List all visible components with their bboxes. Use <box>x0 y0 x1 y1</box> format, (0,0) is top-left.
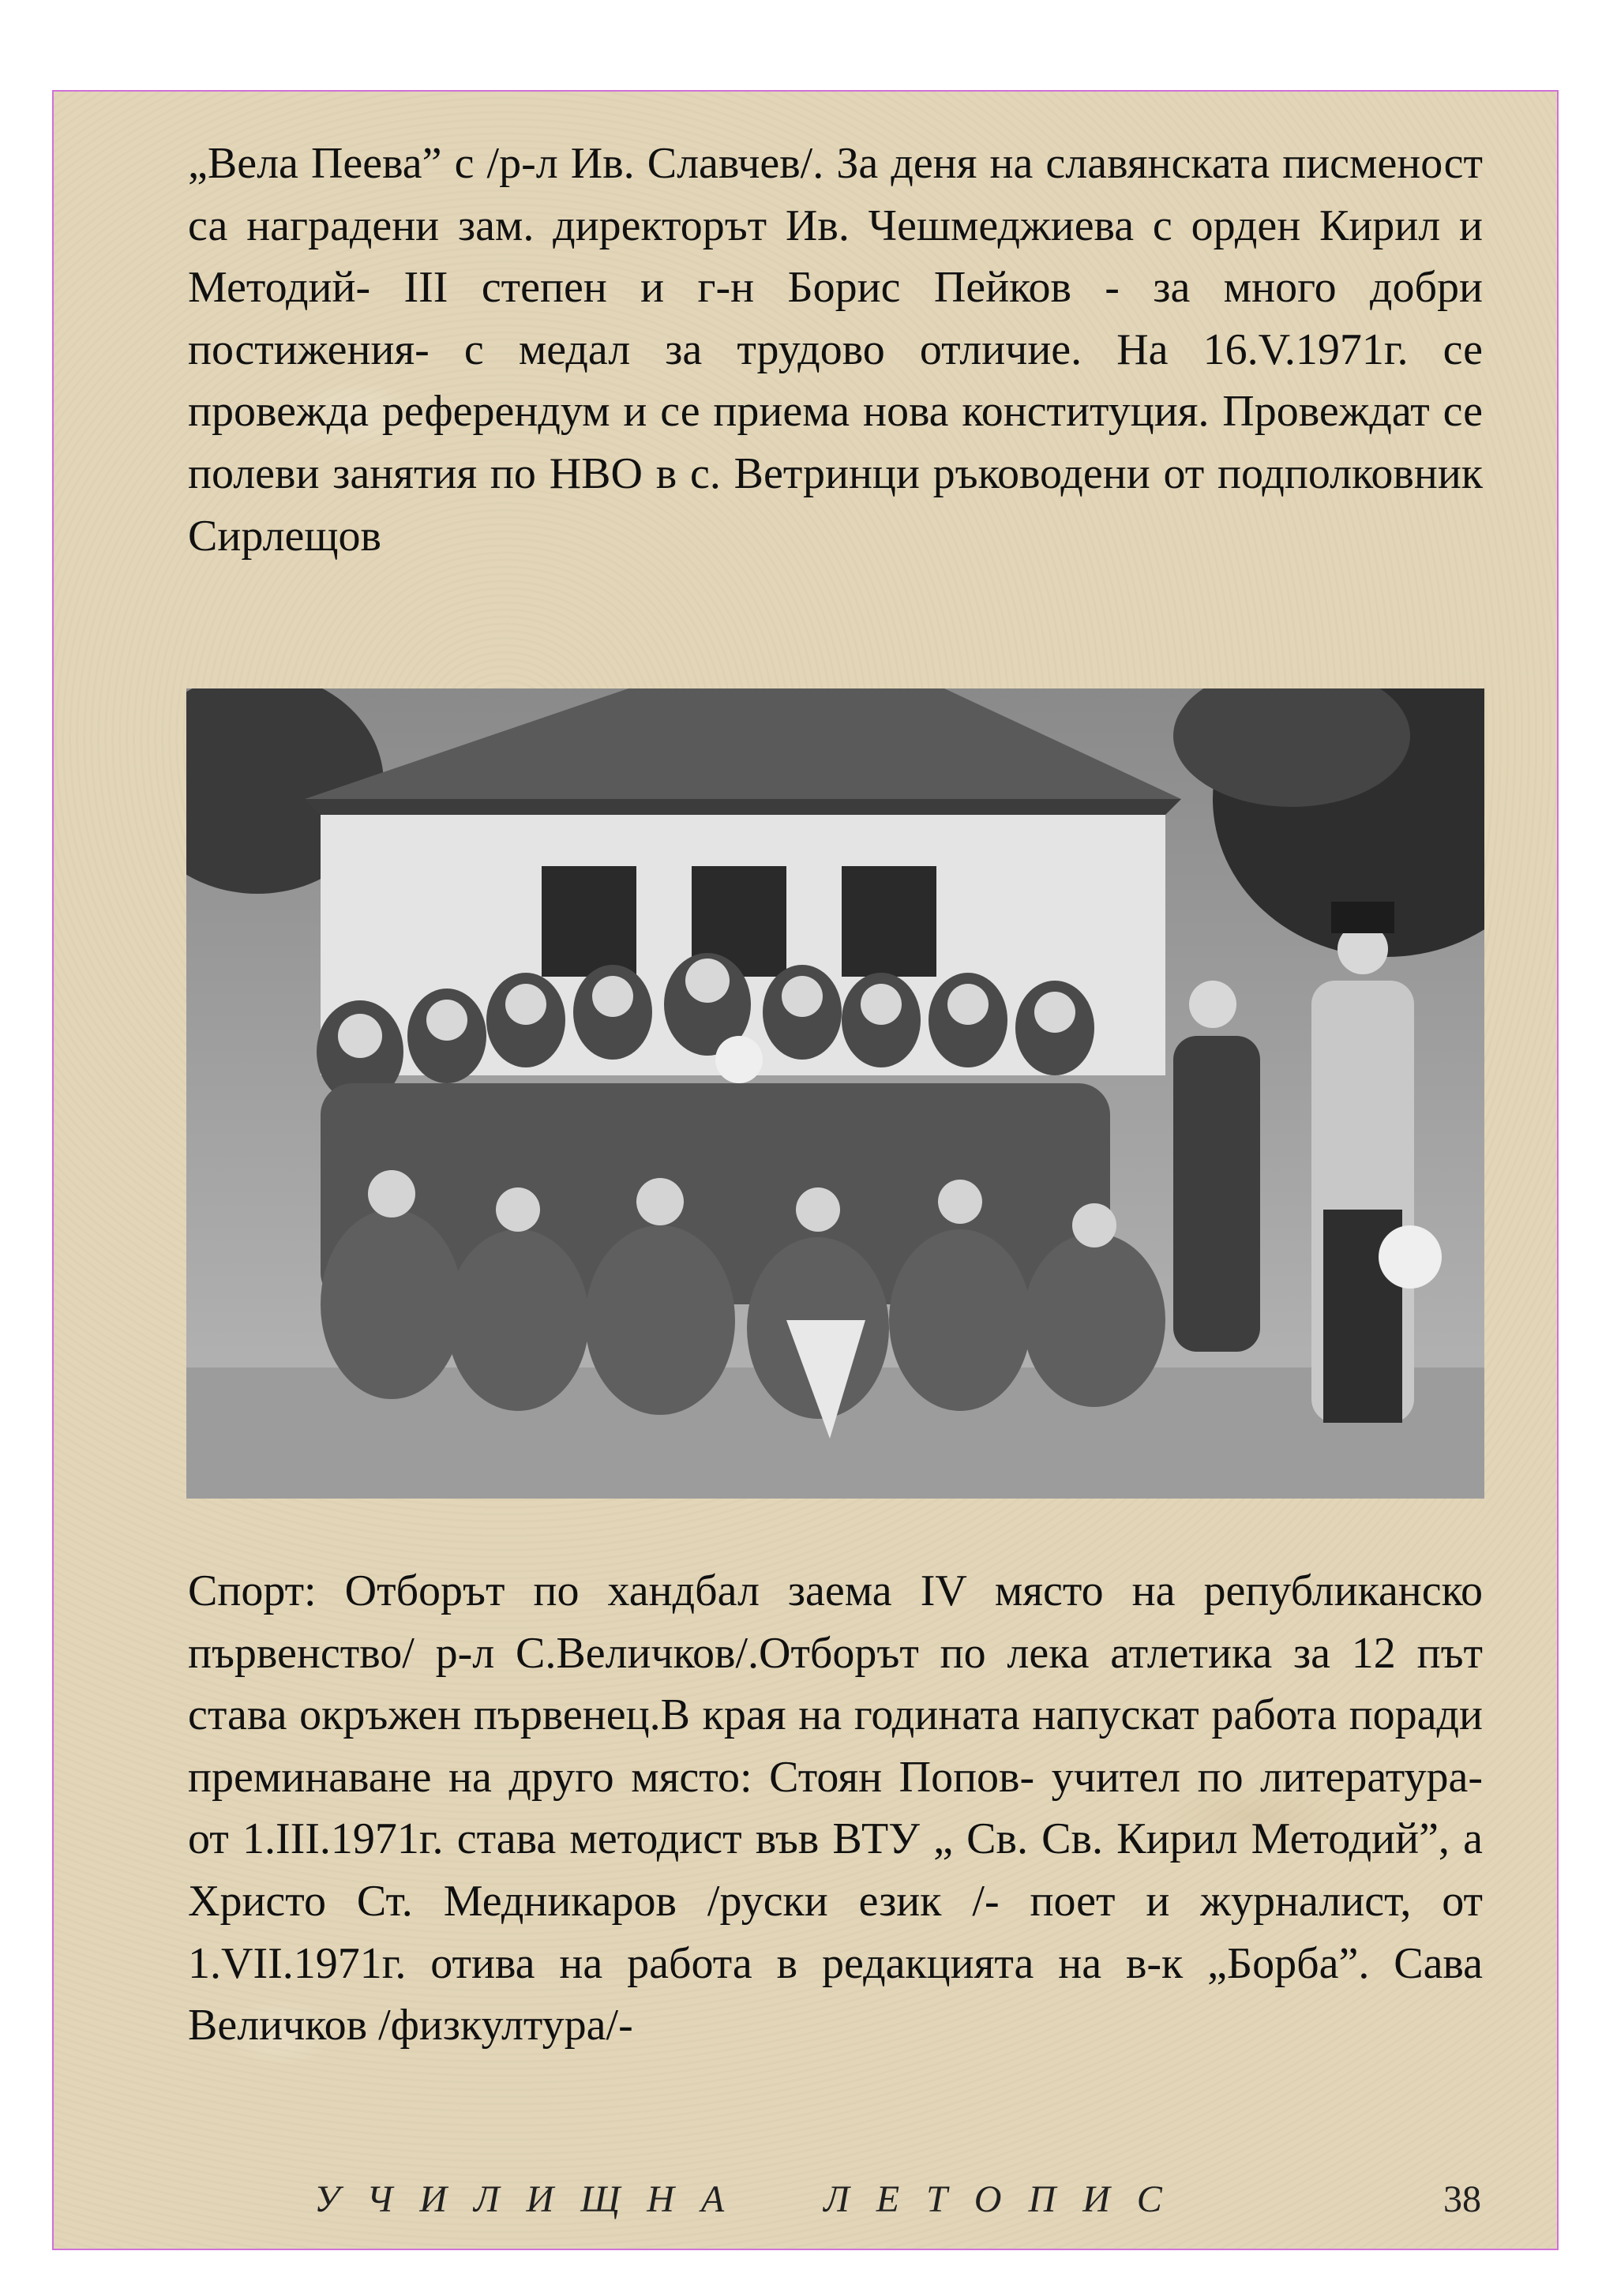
page-number: 38 <box>1443 2178 1481 2220</box>
document-page <box>52 90 1559 2250</box>
group-photo <box>186 688 1484 1499</box>
group-photo-illustration <box>186 688 1484 1499</box>
paragraph-bottom: Спорт: Отборът по хандбал заема IV място на републиканско първенство/ р-л С.Величков/.Отборът по лека атлетика за 12 път става окръжен първенец.В края на годината напускат работа поради преминаване на друго място: Стоян Попов- учител по литература- от 1.III.1971г. става методист във ВТУ „ Св. Св. Кирил Методий”, а Христо Ст. Медникаров /руски език /- поет и журналист, от 1.VII.1971г. отива на работа в редакцията на в-к „Борба”. Сава Величков /физкултура/- <box>188 1566 1483 2050</box>
paragraph-top: „Вела Пеева” с /р-л Ив. Славчев/. За деня на славянската писменост са наградени зам. директорът Ив. Чешмеджиева с орден Кирил и Методий- III степен и г-н Борис Пейков - за много добри постижения- с медал за трудово отличие. На 16.V.1971г. се провежда референдум и се приема нова конституция. Провеждат се полеви занятия по НВО в с. Ветринци ръководени от подполковник Сирлещов <box>188 139 1483 561</box>
footer-title: УЧИЛИЩНА ЛЕТОПИС <box>314 2178 1189 2220</box>
